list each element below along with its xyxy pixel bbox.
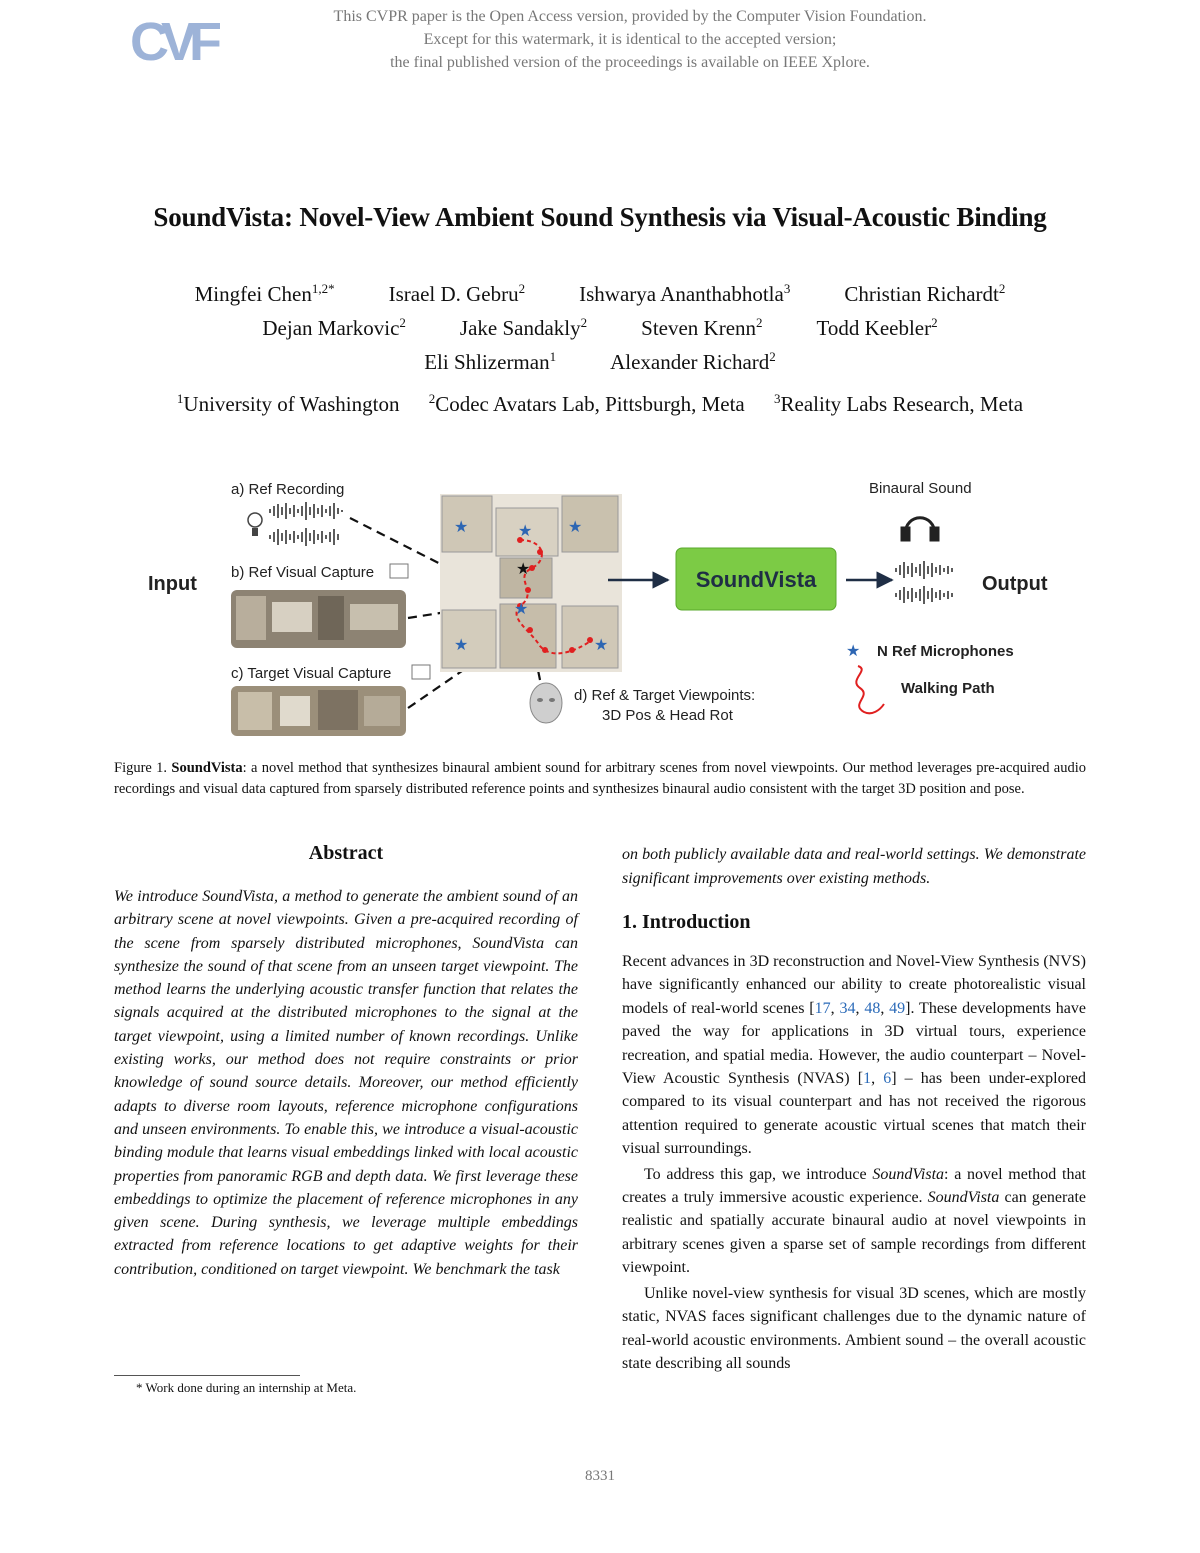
waveform-icon <box>270 502 342 546</box>
ref-visual-label: b) Ref Visual Capture <box>231 564 375 581</box>
figure-caption <box>114 758 1086 800</box>
affiliations <box>0 392 1200 417</box>
headphones-icon <box>902 518 938 540</box>
output-waveform-icon <box>896 561 952 604</box>
figure-1 <box>140 474 1070 764</box>
abstract-body: We introduce SoundVista, a method to generate the ambient sound of an arbitrary scene at novel viewpoints. Given a pre-acquired recording of the scene from sparsely distributed microphones, SoundVista can synthesize the sound of that scene from an unseen target viewpoint. The method learns the underlying acoustic transfer function that relates the signals acquired at the distributed microphones to the signal at the target viewpoint, using a limited number of known recordings. Unlike existing works, our method does not require constraints or prior knowledge of sound source details. Moreover, our method efficiently adapts to diverse room layouts, reference microphone configurations and unseen environments. To enable this, we introduce a visual-acoustic binding module that learns visual embeddings linked with local acoustic properties from panoramic RGB and depth data. We first leverage these embeddings to optimize the placement of reference microphones in any given scene. During synthesis, we leverage multiple embeddings extracted from reference locations to get adaptive weights for their contribution, conditioned on target viewpoint. We benchmark the task <box>114 888 578 1278</box>
author: Israel D. Gebru$^2$ <box>388 281 526 306</box>
footnote-rule <box>114 1375 300 1376</box>
watermark <box>270 5 990 74</box>
author: Jake Sandakly$^2$ <box>459 315 588 340</box>
citation-link[interactable]: 17 <box>814 999 831 1017</box>
panorama-icon <box>390 564 408 578</box>
cvf-logo-text: CVF <box>130 12 214 70</box>
star-icon: ★ <box>454 517 469 536</box>
mic-icon <box>248 513 262 536</box>
binaural-sound-label: Binaural Sound <box>869 480 972 497</box>
author: Alexander Richard$^2$ <box>610 349 776 374</box>
head-icon <box>530 683 562 723</box>
citation-link[interactable]: 48 <box>864 999 881 1017</box>
abstract-continuation: on both publicly available data and real-world settings. We demonstrate significant improvements over existing methods. <box>622 846 1086 887</box>
watermark-line: This CVPR paper is the Open Access version, provided by the Computer Vision Foundation. <box>333 8 927 25</box>
target-visual-label: c) Target Visual Capture <box>231 665 392 682</box>
right-column <box>622 843 1086 1375</box>
affiliation: $^2$Codec Avatars Lab, Pittsburgh, Meta <box>428 391 745 416</box>
legend-path-icon <box>856 666 884 713</box>
footnote: * Work done during an internship at Meta. <box>136 1380 357 1395</box>
star-icon: ★ <box>516 559 531 578</box>
author: Eli Shlizerman$^1$ <box>424 349 557 374</box>
author: Mingfei Chen$^{1,2*}$ <box>194 281 335 306</box>
viewpoints-label-line1: d) Ref & Target Viewpoints: <box>574 687 756 704</box>
star-icon: ★ <box>514 599 529 618</box>
author-row <box>0 350 1200 375</box>
citation-link[interactable]: 1 <box>863 1070 872 1088</box>
left-column <box>114 840 578 1281</box>
legend-star-icon: ★ <box>846 641 861 660</box>
watermark-line: Except for this watermark, it is identical to the accepted version; <box>423 31 837 48</box>
caption-label: Figure 1. <box>114 760 168 776</box>
author-row <box>0 316 1200 341</box>
legend-mics-label: N Ref Microphones <box>877 643 1014 660</box>
author: Ishwarya Ananthabhotla$^3$ <box>579 281 791 306</box>
author-row <box>0 282 1200 307</box>
affiliation: $^3$Reality Labs Research, Meta <box>774 391 1024 416</box>
paper-title: SoundVista: Novel-View Ambient Sound Synthesis via Visual-Acoustic Binding <box>153 202 1047 232</box>
author: Steven Krenn$^2$ <box>641 315 763 340</box>
introduction-heading: 1. Introduction <box>622 911 751 933</box>
page-number: 8331 <box>585 1468 615 1484</box>
ref-panorama-image <box>231 590 406 648</box>
output-label: Output <box>982 573 1048 595</box>
model-name: SoundVista <box>695 567 817 592</box>
citation-link[interactable]: 34 <box>839 999 856 1017</box>
affiliation: $^1$University of Washington <box>176 391 400 416</box>
star-icon: ★ <box>454 635 469 654</box>
watermark-line: the final published version of the proceedings is available on IEEE Xplore. <box>390 54 870 71</box>
target-panorama-image <box>231 686 406 736</box>
viewpoints-label-line2: 3D Pos & Head Rot <box>602 707 733 724</box>
caption-text: : a novel method that synthesizes binaural ambient sound for arbitrary scenes from novel viewpoints. Our method leverages pre-acquired audio recordings and visual data captured from sparsely distributed reference points and synthesizes binaural audio consistent with the target 3D position and pose. <box>114 760 1087 797</box>
cvf-logo <box>128 8 220 70</box>
abstract-heading: Abstract <box>308 842 384 864</box>
star-icon: ★ <box>594 635 609 654</box>
author: Dejan Markovic$^2$ <box>262 315 406 340</box>
citation-link[interactable]: 49 <box>889 999 906 1017</box>
panorama-icon <box>412 665 430 679</box>
author: Christian Richardt$^2$ <box>844 281 1006 306</box>
ref-recording-label: a) Ref Recording <box>231 481 345 498</box>
star-icon: ★ <box>518 521 533 540</box>
star-icon: ★ <box>568 517 583 536</box>
caption-bold: SoundVista <box>171 760 243 776</box>
citation-link[interactable]: 6 <box>883 1070 892 1088</box>
intro-paragraph-1: Recent advances in 3D reconstruction and Novel-View Synthesis (NVS) have significantly enhanced our ability to create photorealistic visual models of real-world scenes [17, 34, 48, 49]. These developments have paved the way for applications in 3D virtual tours, experience recreation, and spatial media. However, the audio counterpart – Novel-View Acoustic Synthesis (NVAS) [1, 6] – has been under-explored compared to its visual counterpart and has not received the rigorous attention required to generate acoustic virtual scenes that match their visual surroundings. <box>622 953 1087 1158</box>
legend-path-label: Walking Path <box>901 680 995 697</box>
input-label: Input <box>148 573 197 595</box>
intro-paragraph-3: Unlike novel-view synthesis for visual 3D scenes, which are mostly static, NVAS faces significant challenges due to the dynamic nature of real-world acoustic environments. Ambient sound – the overall acoustic state describing all sounds <box>622 1284 1086 1372</box>
intro-paragraph-2: To address this gap, we introduce SoundVista: a novel method that creates a truly immersive acoustic experience. SoundVista can generate realistic and spatially accurate binaural audio at novel viewpoints in arbitrary scenes given a sparse set of sample recordings from different viewpoint. <box>622 1165 1087 1277</box>
author: Todd Keebler$^2$ <box>816 315 938 340</box>
